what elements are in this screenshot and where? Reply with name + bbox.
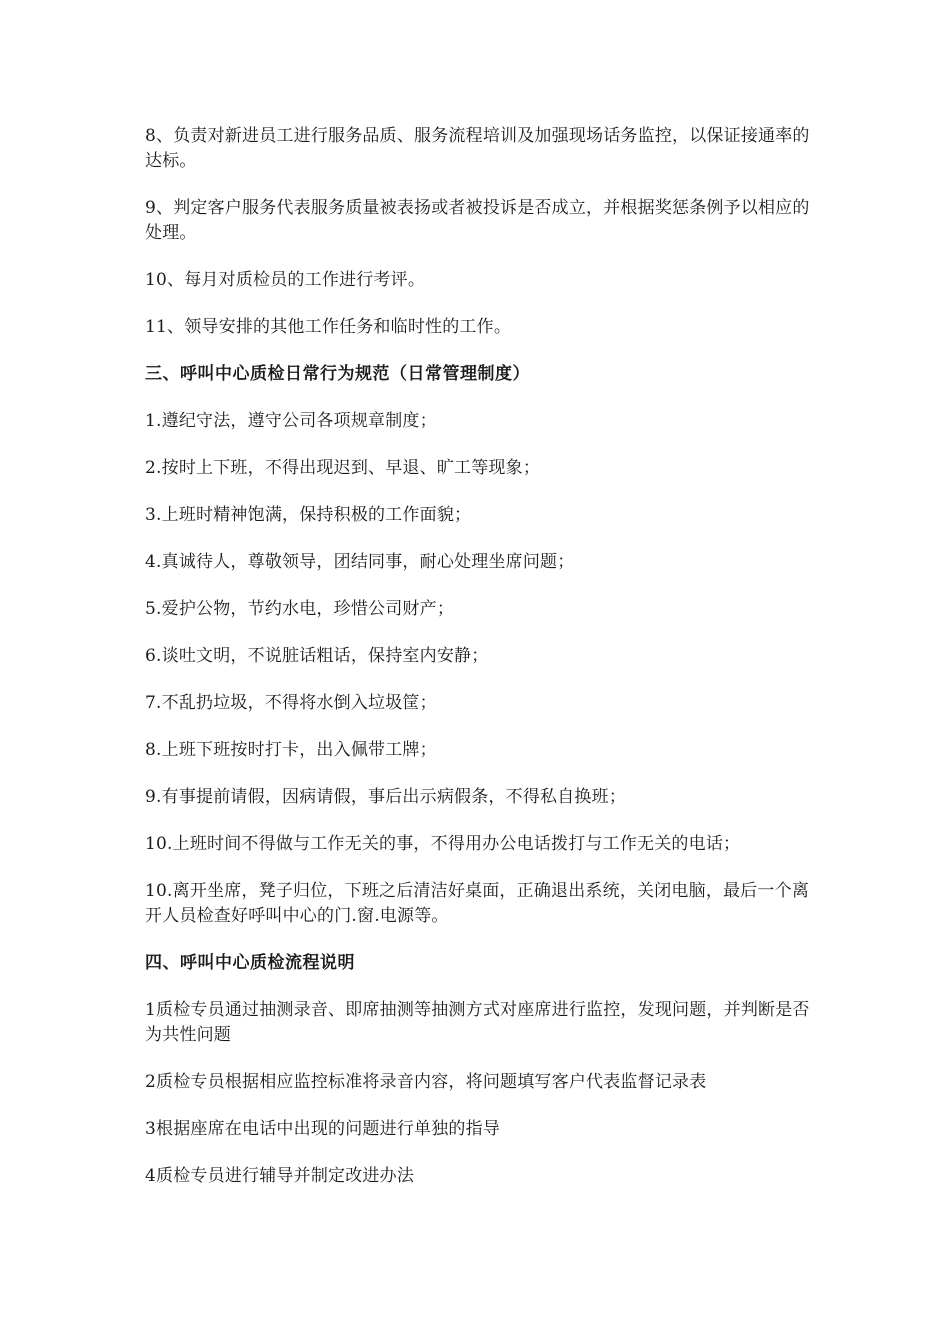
rule-item-3: 3.上班时精神饱满，保持积极的工作面貌； [145, 505, 472, 525]
duty-item-8: 8、负责对新进员工进行服务品质、服务流程培训及加强现场话务监控，以保证接通率的达标。 [145, 126, 810, 171]
process-step-2: 2质检专员根据相应监控标准将录音内容，将问题填写客户代表监督记录表 [145, 1072, 707, 1092]
process-step-1: 1质检专员通过抽测录音、即席抽测等抽测方式对座席进行监控，发现问题，并判断是否为共性问题 [145, 1000, 810, 1045]
duty-item-10: 10、每月对质检员的工作进行考评。 [145, 270, 426, 290]
rule-item-4: 4.真诚待人，尊敬领导，团结同事，耐心处理坐席问题； [145, 552, 575, 572]
rule-item-2: 2.按时上下班，不得出现迟到、早退、旷工等现象； [145, 458, 541, 478]
duty-item-9: 9、判定客户服务代表服务质量被表扬或者被投诉是否成立，并根据奖惩条例予以相应的处理。 [145, 198, 810, 243]
document-page [145, 124, 815, 1211]
section-4-heading: 四、呼叫中心质检流程说明 [145, 953, 355, 973]
rule-item-5: 5.爱护公物，节约水电，珍惜公司财产； [145, 599, 455, 619]
section-3-heading: 三、呼叫中心质检日常行为规范（日常管理制度） [145, 364, 530, 384]
rule-item-6: 6.谈吐文明，不说脏话粗话，保持室内安静； [145, 646, 489, 666]
rule-item-8: 8.上班下班按时打卡，出入佩带工牌； [145, 740, 437, 760]
rule-item-10b: 10.离开坐席，凳子归位，下班之后清洁好桌面，正确退出系统，关闭电脑，最后一个离开人员检查好呼叫中心的门.窗.电源等。 [145, 881, 810, 926]
process-step-3: 3根据座席在电话中出现的问题进行单独的指导 [145, 1119, 501, 1139]
rule-item-1: 1.遵纪守法，遵守公司各项规章制度； [145, 411, 437, 431]
rule-item-7: 7.不乱扔垃圾，不得将水倒入垃圾筐； [145, 693, 437, 713]
process-step-4: 4质检专员进行辅导并制定改进办法 [145, 1166, 415, 1186]
rule-item-9: 9.有事提前请假，因病请假，事后出示病假条，不得私自换班； [145, 787, 627, 807]
duty-item-11: 11、领导安排的其他工作任务和临时性的工作。 [145, 317, 512, 337]
rule-item-10a: 10.上班时间不得做与工作无关的事，不得用办公电话拨打与工作无关的电话； [145, 834, 741, 854]
